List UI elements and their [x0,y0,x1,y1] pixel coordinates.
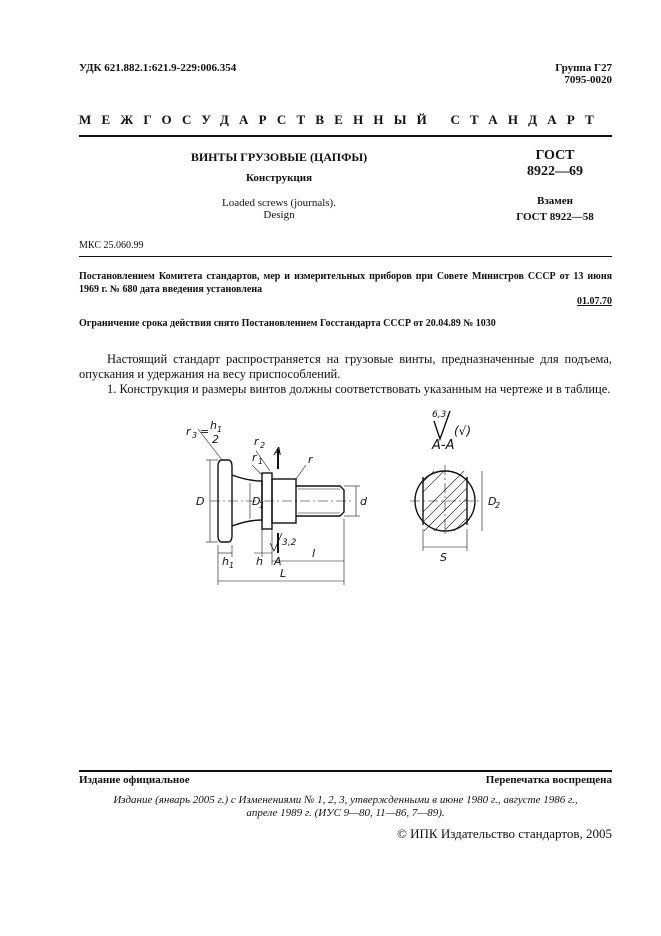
label-r2: r [254,435,259,448]
interstate-standard-banner: МЕЖГОСУДАРСТВЕННЫЙ СТАНДАРТ [79,112,605,127]
screw-side-view [210,449,352,553]
title-ru: ВИНТЫ ГРУЗОВЫЕ (ЦАПФЫ) [190,150,368,164]
label-D1: D [252,495,261,508]
effective-date: 01.07.70 [577,296,612,307]
replace-label: Взамен [537,195,573,207]
paragraph-requirements: 1. Конструкция и размеры винтов должны соответствовать указанным на чертеже и в таблице. [107,382,611,396]
label-D: D [196,495,205,508]
mks-code: МКС 25.060.99 [79,240,144,251]
label-h1-num: h [210,419,217,432]
label-r1-sub: 1 [258,457,264,466]
label-h: h [256,555,263,568]
label-a-top: A [274,445,282,458]
label-two: 2 [212,433,219,446]
banner-rule [79,135,612,137]
copyright: © ИПК Издательство стандартов, 2005 [397,826,612,841]
label-check: (√) [454,424,472,438]
official-edition: Издание официальное [79,774,190,786]
paragraph-scope: Настоящий стандарт распространяется на грузовые винты, предназначенные для подъема, опускания и удержания на весу приспособлений. [79,352,612,381]
label-rough32: 3,2 [282,538,297,548]
label-l: l [312,547,316,560]
label-r2-sub: 2 [260,441,266,450]
edition-note-line2: апреле 1989 г. (ИУС 9—80, 11—86, 7—89). [246,807,445,819]
label-S: S [440,551,447,564]
label-D2: D [488,495,497,508]
label-r1: r [252,451,257,464]
limitation-text: Ограничение срока действия снято Постановлением Госстандарта СССР от 20.04.89 № 1030 [79,318,496,329]
decree-text: Постановлением Комитета стандартов, мер и измерительных приборов при Совете Министров СССР от 13 июня 1969 г. № 680 дата введения установлена [79,271,612,295]
replace-number: ГОСТ 8922—58 [516,211,594,223]
gost-label: ГОСТ [535,148,575,163]
label-D1-sub: 1 [259,501,265,510]
label-h1-sub: 1 [229,561,235,570]
label-rough63: 6,3 [432,410,447,420]
label-L: L [280,567,287,580]
subtitle-ru: Конструкция [245,172,313,184]
footer-rule [79,770,612,772]
label-h1: h [222,555,229,568]
technical-drawing [170,405,510,595]
label-h1-num-sub: 1 [217,425,223,434]
label-r3: r [186,425,191,438]
section-a-a [400,411,500,551]
label-d: d [360,495,367,508]
udk-code: УДК 621.882.1:621.9-229:006.354 [79,62,237,74]
title-en-line1: Loaded screws (journals). [222,197,336,209]
okp-code: 7095-0020 [564,74,612,86]
label-r: r [308,453,313,466]
label-D2-sub: 2 [495,501,501,510]
drawing-svg [170,405,510,595]
mks-rule [79,256,612,257]
label-a-bottom: A [274,555,282,568]
gost-number: 8922—69 [527,164,583,179]
label-eq: = [200,425,210,438]
reprint-prohibited: Перепечатка воспрещена [485,774,612,786]
label-section-aa: A-A [432,438,455,453]
edition-note-line1: Издание (январь 2005 г.) с Изменениями № 1, 2, 3, утвержденными в июне 1980 г., августе 1986 г., [113,794,578,806]
title-en-line2: Design [263,209,295,221]
group-code: Группа Г27 [555,62,612,74]
label-r3-sub: 3 [192,431,198,440]
